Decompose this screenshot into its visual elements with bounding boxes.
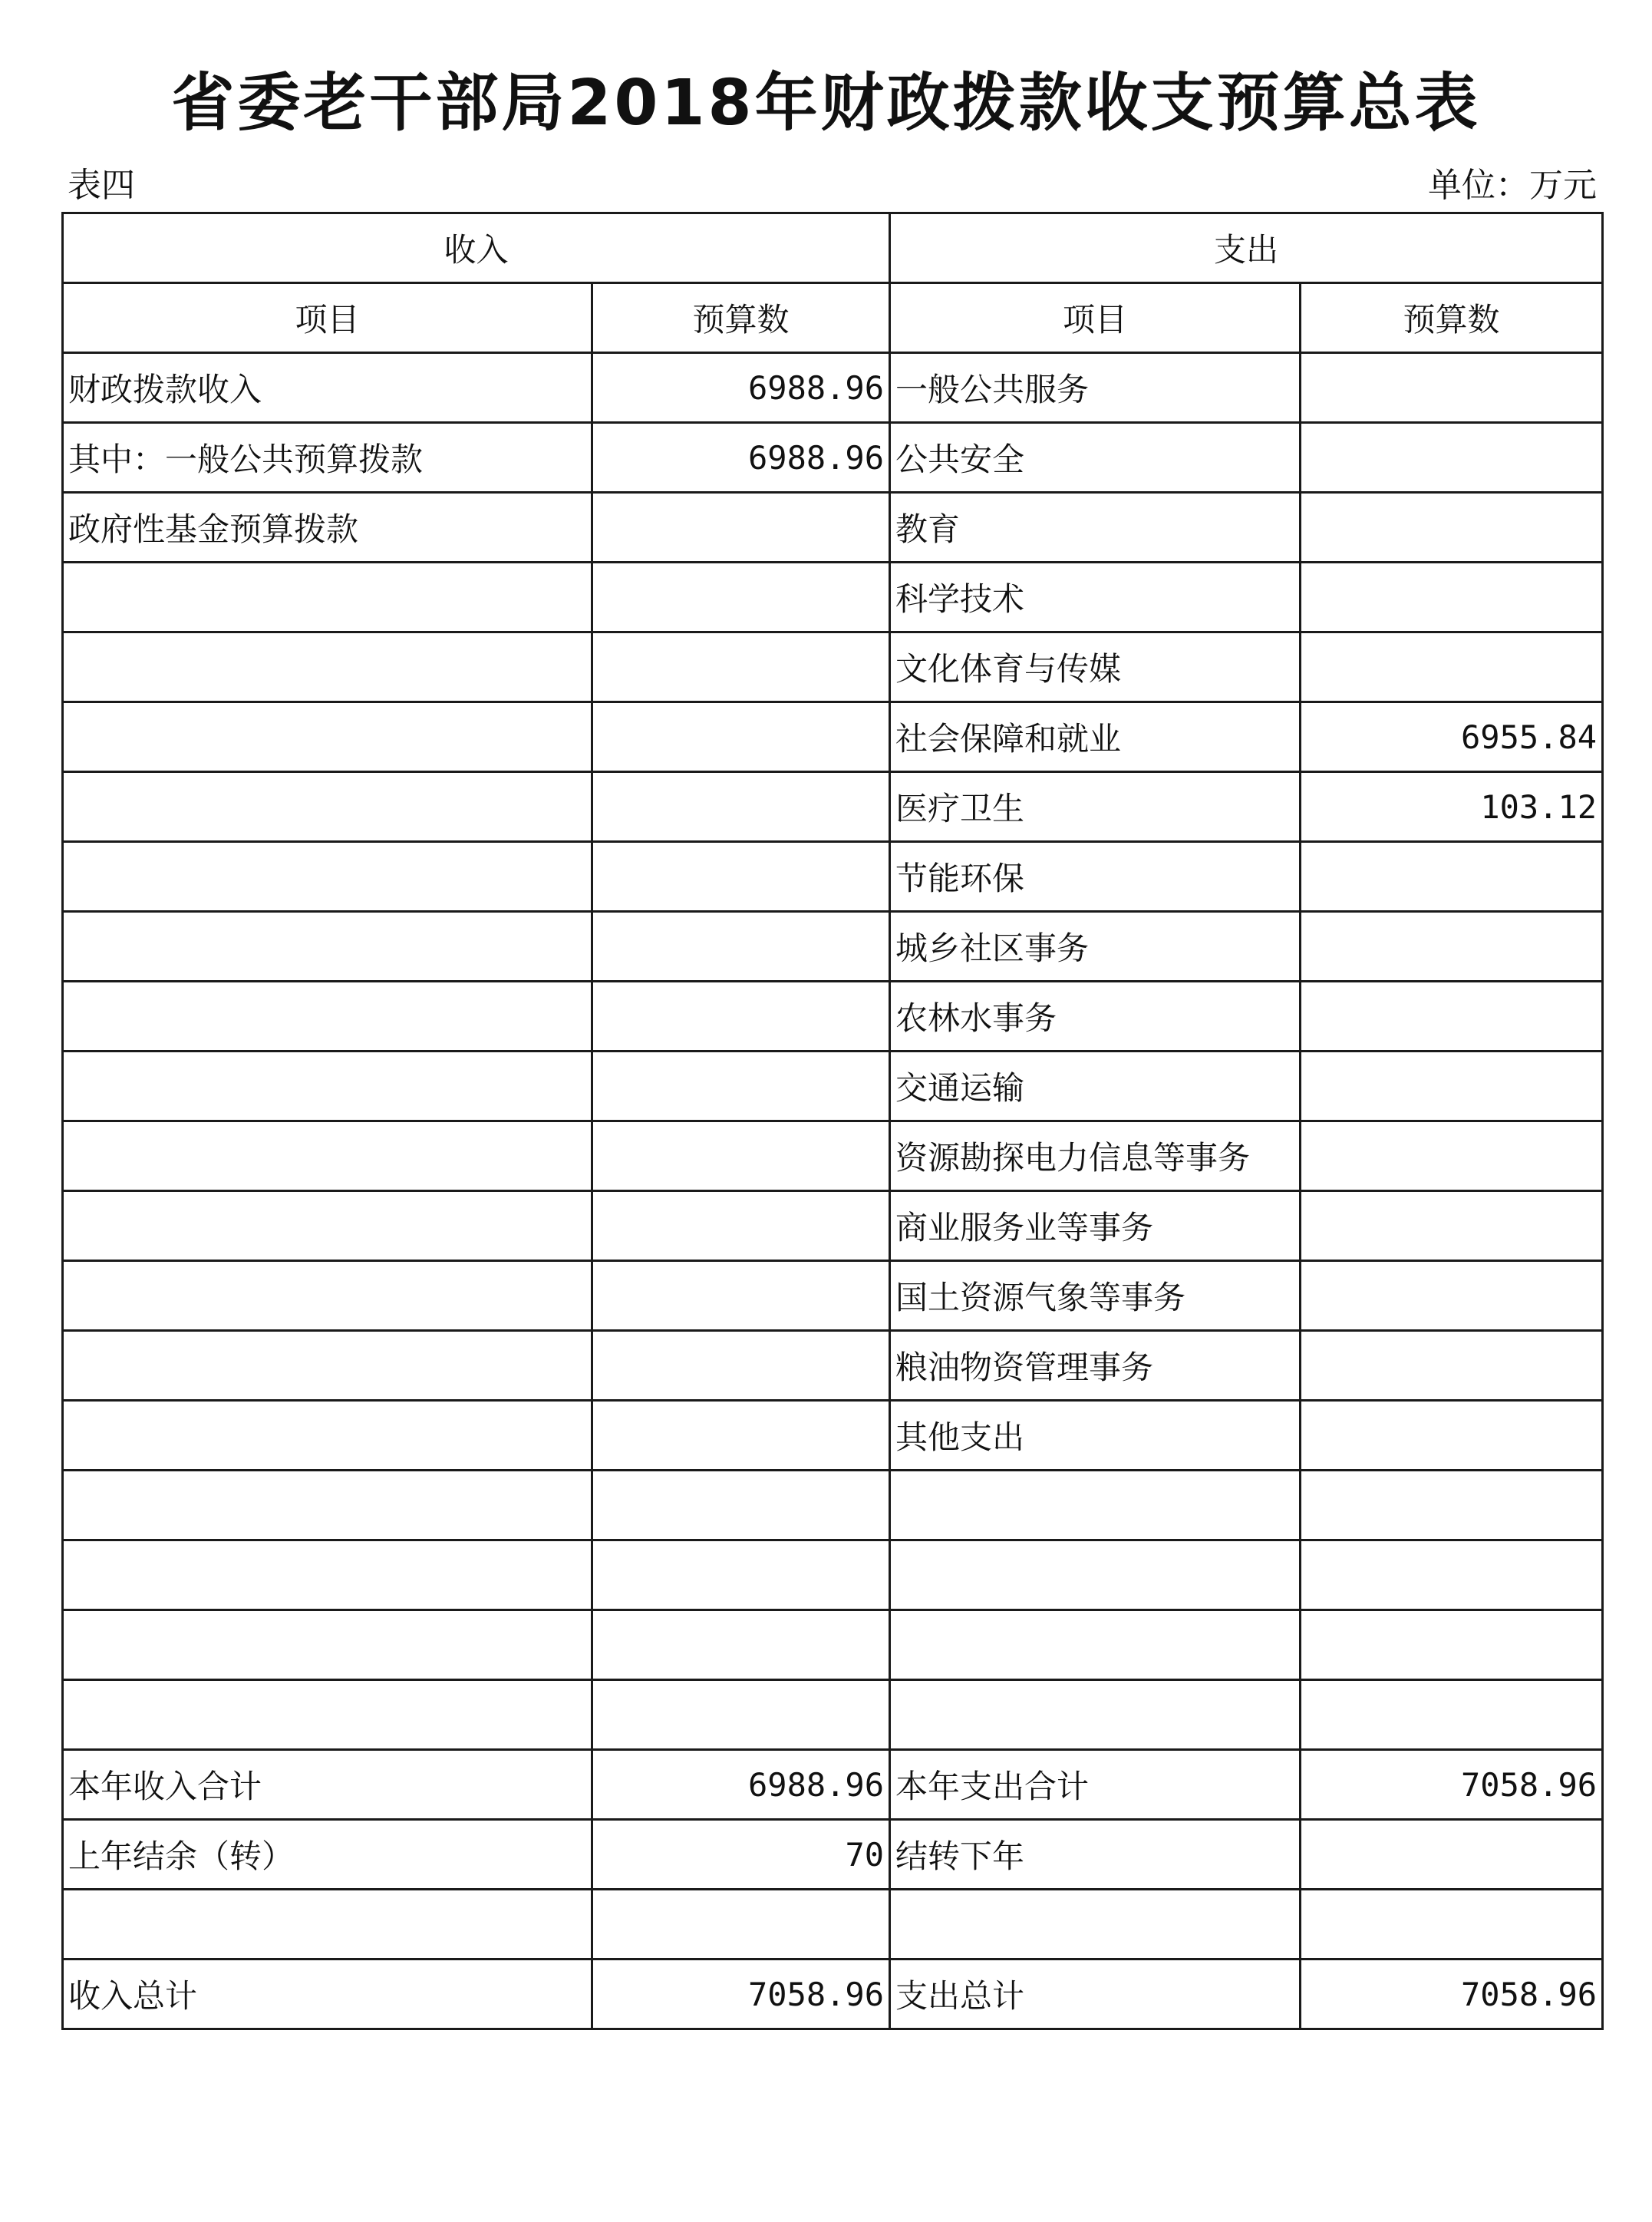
expense-item-cell: 资源勘探电力信息等事务: [890, 1121, 1301, 1191]
expense-item-cell: 支出总计: [890, 1960, 1301, 2029]
expense-value-cell: [1301, 632, 1603, 702]
table-row: [63, 353, 1603, 423]
income-item-cell: 收入总计: [63, 1960, 592, 2029]
expense-item-cell: 其他支出: [890, 1401, 1301, 1471]
table-row: [63, 1471, 1603, 1540]
income-item-cell: [63, 632, 592, 702]
table-row: [63, 563, 1603, 632]
expense-item-cell: 国土资源气象等事务: [890, 1261, 1301, 1331]
expense-value-cell: [1301, 1191, 1603, 1261]
expense-item-cell: 文化体育与传媒: [890, 632, 1301, 702]
table-number: 表四: [68, 166, 135, 205]
income-item-cell: [63, 1540, 592, 1610]
table-row: [63, 493, 1603, 563]
table-row: [63, 632, 1603, 702]
expense-value-cell: [1301, 1540, 1603, 1610]
income-value-cell: 6988.96: [592, 353, 890, 423]
income-value-cell: [592, 632, 890, 702]
income-value-cell: [592, 702, 890, 772]
expense-item-cell: 公共安全: [890, 423, 1301, 493]
income-value-cell: [592, 982, 890, 1052]
expense-value-cell: [1301, 1261, 1603, 1331]
expense-item-cell: 交通运输: [890, 1052, 1301, 1121]
expense-value-cell: [1301, 1820, 1603, 1890]
expense-value-cell: [1301, 493, 1603, 563]
income-value-cell: 6988.96: [592, 423, 890, 493]
expense-value-cell: [1301, 1680, 1603, 1750]
expense-item-cell: 农林水事务: [890, 982, 1301, 1052]
expense-value-cell: [1301, 353, 1603, 423]
income-value-cell: [592, 563, 890, 632]
table-row: [63, 1052, 1603, 1121]
income-item-cell: 上年结余（转）: [63, 1820, 592, 1890]
income-value-cell: [592, 1680, 890, 1750]
income-item-cell: [63, 1401, 592, 1471]
expense-item-cell: [890, 1540, 1301, 1610]
income-item-cell: [63, 912, 592, 982]
income-item-cell: [63, 842, 592, 912]
expense-value-cell: [1301, 1471, 1603, 1540]
expense-item-cell: 一般公共服务: [890, 353, 1301, 423]
table-row: [63, 1540, 1603, 1610]
income-item-cell: [63, 1890, 592, 1960]
table-row: [63, 1331, 1603, 1401]
expense-item-cell: 城乡社区事务: [890, 912, 1301, 982]
expense-value-cell: 7058.96: [1301, 1750, 1603, 1820]
income-value-cell: [592, 912, 890, 982]
expense-value-cell: [1301, 1890, 1603, 1960]
table-row: [63, 1960, 1603, 2029]
income-value-cell: [592, 1191, 890, 1261]
income-item-cell: [63, 1121, 592, 1191]
expense-value-cell: [1301, 1052, 1603, 1121]
expense-value-cell: [1301, 423, 1603, 493]
expense-budget-header: 预算数: [1301, 283, 1603, 353]
expense-value-cell: [1301, 1401, 1603, 1471]
expense-item-cell: 节能环保: [890, 842, 1301, 912]
income-item-cell: [63, 1331, 592, 1401]
income-item-cell: 本年收入合计: [63, 1750, 592, 1820]
expense-value-cell: [1301, 1121, 1603, 1191]
budget-table: [61, 212, 1604, 2030]
table-row: [63, 1820, 1603, 1890]
expense-item-cell: 粮油物资管理事务: [890, 1331, 1301, 1401]
section-header-row: [63, 213, 1603, 283]
income-value-cell: [592, 1261, 890, 1331]
expense-value-cell: [1301, 842, 1603, 912]
income-item-cell: [63, 702, 592, 772]
income-value-cell: [592, 772, 890, 842]
expense-item-cell: 本年支出合计: [890, 1750, 1301, 1820]
unit-label: 单位：万元: [1428, 166, 1597, 205]
income-value-cell: 7058.96: [592, 1960, 890, 2029]
expense-item-cell: 医疗卫生: [890, 772, 1301, 842]
income-item-cell: [63, 1680, 592, 1750]
income-section-header: 收入: [63, 213, 890, 283]
table-row: [63, 1261, 1603, 1331]
expense-value-cell: 7058.96: [1301, 1960, 1603, 2029]
income-item-cell: [63, 1052, 592, 1121]
income-value-cell: [592, 1401, 890, 1471]
expense-value-cell: [1301, 1610, 1603, 1680]
income-item-cell: [63, 563, 592, 632]
page-title: 省委老干部局2018年财政拨款收支预算总表: [171, 67, 1481, 140]
income-value-cell: 6988.96: [592, 1750, 890, 1820]
column-header-row: [63, 283, 1603, 353]
expense-item-cell: [890, 1610, 1301, 1680]
income-value-cell: [592, 493, 890, 563]
income-value-cell: [592, 1540, 890, 1610]
expense-value-cell: 6955.84: [1301, 702, 1603, 772]
table-row: [63, 1890, 1603, 1960]
income-item-cell: [63, 982, 592, 1052]
income-value-cell: [592, 1471, 890, 1540]
expense-item-cell: 社会保障和就业: [890, 702, 1301, 772]
income-value-cell: [592, 1890, 890, 1960]
expense-value-cell: 103.12: [1301, 772, 1603, 842]
income-item-cell: 财政拨款收入: [63, 353, 592, 423]
income-value-cell: [592, 1610, 890, 1680]
expense-item-cell: [890, 1471, 1301, 1540]
income-item-cell: 政府性基金预算拨款: [63, 493, 592, 563]
table-row: [63, 842, 1603, 912]
expense-item-cell: [890, 1890, 1301, 1960]
income-item-cell: [63, 1610, 592, 1680]
expense-value-cell: [1301, 982, 1603, 1052]
table-row: [63, 1121, 1603, 1191]
expense-item-cell: [890, 1680, 1301, 1750]
income-value-cell: [592, 1121, 890, 1191]
income-value-cell: [592, 1331, 890, 1401]
expense-value-cell: [1301, 912, 1603, 982]
income-budget-header: 预算数: [592, 283, 890, 353]
expense-item-cell: 商业服务业等事务: [890, 1191, 1301, 1261]
table-row: [63, 1191, 1603, 1261]
income-item-cell: [63, 1471, 592, 1540]
income-value-cell: [592, 1052, 890, 1121]
table-row: [63, 1401, 1603, 1471]
expense-item-cell: 结转下年: [890, 1820, 1301, 1890]
income-item-header: 项目: [63, 283, 592, 353]
table-row: [63, 982, 1603, 1052]
expense-section-header: 支出: [890, 213, 1603, 283]
expense-item-header: 项目: [890, 283, 1301, 353]
income-item-cell: [63, 1191, 592, 1261]
table-row: [63, 1610, 1603, 1680]
income-value-cell: [592, 842, 890, 912]
table-row: [63, 1680, 1603, 1750]
income-item-cell: [63, 772, 592, 842]
expense-value-cell: [1301, 1331, 1603, 1401]
table-row: [63, 1750, 1603, 1820]
table-row: [63, 772, 1603, 842]
income-item-cell: [63, 1261, 592, 1331]
expense-value-cell: [1301, 563, 1603, 632]
income-item-cell: 其中：一般公共预算拨款: [63, 423, 592, 493]
table-row: [63, 702, 1603, 772]
table-row: [63, 423, 1603, 493]
expense-item-cell: 科学技术: [890, 563, 1301, 632]
income-value-cell: 70: [592, 1820, 890, 1890]
expense-item-cell: 教育: [890, 493, 1301, 563]
table-row: [63, 912, 1603, 982]
